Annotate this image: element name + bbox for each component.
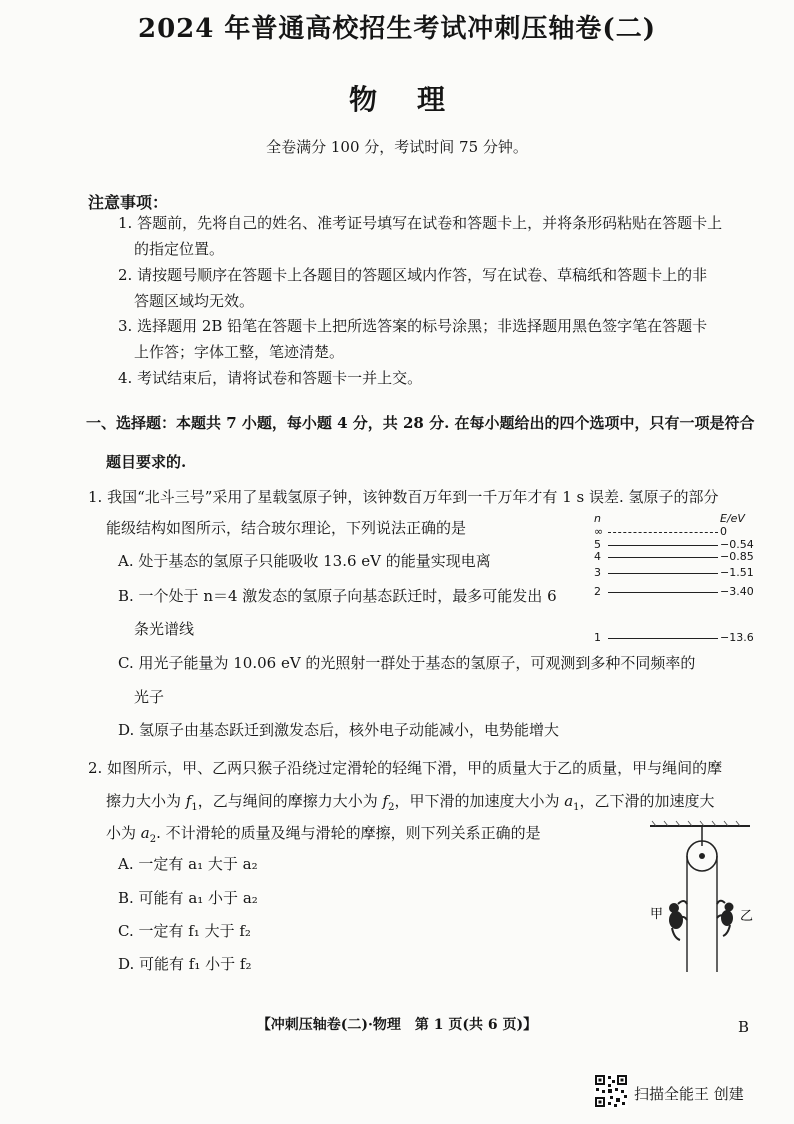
level-energy: 0 [720,525,727,538]
notice-line: 4. 考试结束后，请将试卷和答题卡一并上交。 [118,369,423,387]
q1-stem-cont: 能级结构如图所示，结合玻尔理论，下列说法正确的是 [106,519,467,537]
notice-line: 2. 请按题号顺序在答题卡上各题目的答题区域内作答，写在试卷、草稿纸和答题卡上的非 [118,266,708,284]
subject-title: 物理 [348,83,485,116]
energy-level-diagram [588,512,758,647]
q2-stem-cont2: 小为 $a_2$. 不计滑轮的质量及绳与滑轮的摩擦，则下列关系正确的是 [106,824,541,845]
q1-option-c: C. 用光子能量为 10.06 eV 的光照射一群处于基态的氢原子，可观测到多种不同频率的 [118,654,696,672]
energy-level-line [608,532,718,533]
monkey-yi-icon [717,901,734,936]
q1-stem: 1. 我国“北斗三号”采用了星载氢原子钟，该钟数百万年到一千万年才有 1 s 误差. 氢原子的部分 [88,488,719,506]
energy-level-line [608,573,718,574]
level-energy: −0.54 [720,538,754,551]
level-n: 2 [594,585,601,598]
q1-option-b-cont: 条光谱线 [134,620,195,638]
notice-line: 3. 选择题用 2B 铅笔在答题卡上把所选答案的标号涂黑；非选择题用黑色签字笔在答题卡 [118,317,708,335]
label-jia: 甲 [650,907,664,922]
notice-line: 1. 答题前，先将自己的姓名、准考证号填写在试卷和答题卡上，并将条形码粘贴在答题卡上 [118,214,723,232]
energy-level-line [608,592,718,593]
level-energy: −0.85 [720,550,754,563]
q2-option-d: D. 可能有 f₁ 小于 f₂ [118,955,252,973]
q2-option-a: A. 一定有 a₁ 大于 a₂ [118,855,258,873]
level-n: 5 [594,538,601,551]
level-energy: −1.51 [720,566,754,579]
level-n: ∞ [594,525,604,538]
q1-option-b: B. 一个处于 n＝4 激发态的氢原子向基态跃迁时，最多可能发出 6 [118,587,557,605]
version-mark: B [738,1018,750,1036]
notice-line: 答题区域均无效。 [134,292,255,310]
q1-option-c-cont: 光子 [134,688,165,706]
section-heading: 一、选择题：本题共 7 小题，每小题 4 分，共 28 分. 在每小题给出的四个选项中，只有一项是符合 [86,414,755,432]
pulley-monkey-figure [640,820,760,980]
notice-line: 的指定位置。 [134,240,225,258]
level-energy: −3.40 [720,585,754,598]
page-title: 2024 年普通高校招生考试冲刺压轴卷(二) [137,14,657,44]
q2-option-b: B. 可能有 a₁ 小于 a₂ [118,889,258,907]
energy-level-line [608,638,718,639]
page-footer: 【冲刺压轴卷(二)·物理 第 1 页(共 6 页)】 [256,1017,538,1033]
monkey-jia-icon [669,901,687,940]
e-axis-label: E/eV [720,512,745,525]
n-axis-label: n [594,512,601,525]
scanner-watermark: 扫描全能王 创建 [634,1085,744,1103]
q2-option-c: C. 一定有 f₁ 大于 f₂ [118,922,251,940]
notice-heading: 注意事项： [88,193,169,212]
section-heading-cont: 题目要求的. [106,453,187,471]
q1-option-d: D. 氢原子由基态跃迁到激发态后，核外电子动能减小，电势能增大 [118,721,560,739]
level-n: 3 [594,566,601,579]
energy-level-line [608,557,718,558]
label-yi: 乙 [740,909,754,924]
q2-stem-cont: 擦力大小为 $f_1$，乙与绳间的摩擦力大小为 $f_2$，甲下滑的加速度大小为 $a_1$，乙下滑的加速度大 [106,792,715,813]
level-n: 1 [594,631,601,644]
qr-code-icon [594,1074,628,1108]
q2-stem: 2. 如图所示，甲、乙两只猴子沿绕过定滑轮的轻绳下滑，甲的质量大于乙的质量，甲与绳间的摩 [88,759,723,777]
score-info: 全卷满分 100 分，考试时间 75 分钟。 [266,138,528,156]
q1-option-a: A. 处于基态的氢原子只能吸收 13.6 eV 的能量实现电离 [118,552,491,570]
level-n: 4 [594,550,601,563]
energy-level-line [608,545,718,546]
level-energy: −13.6 [720,631,754,644]
notice-line: 上作答；字体工整，笔迹清楚。 [134,343,345,361]
